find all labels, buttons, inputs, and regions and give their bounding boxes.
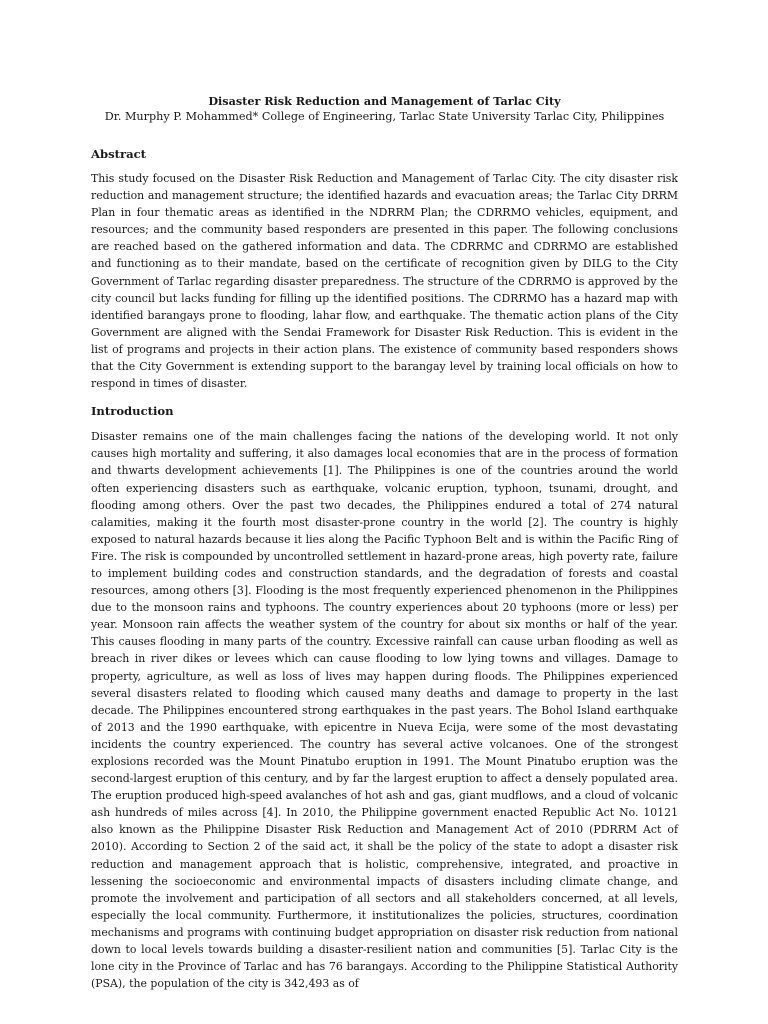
author-affiliation: Dr. Murphy P. Mohammed* College of Engineering, Tarlac State University Tarlac City, Philippines	[104, 110, 665, 123]
paper-page	[91, 94, 678, 992]
abstract-paragraph: This study focused on the Disaster Risk Reduction and Management of Tarlac City. The city disaster risk reduction and management structure; the identified hazards and evacuation areas; the Tarlac City DRRM Plan in four thematic areas as identified in the NDRRM Plan; the CDRRMO vehicles, equipment, and resources; and the community based responders are presented in this paper. The following conclusions are reached based on the gathered information and data. The CDRRMC and CDRRMO are established and functioning as to their mandate, based on the certificate of recognition given by DILG to the City Government of Tarlac regarding disaster preparedness. The structure of the CDRRMO is approved by the city council but lacks funding for filling up the identified positions. The CDRRMO has a hazard map with identified barangays prone to flooding, lahar flow, and earthquake. The thematic action plans of the City Government are aligned with the Sendai Framework for Disaster Risk Reduction. This is evident in the list of programs and projects in their action plans. The existence of community based responders shows that the City Government is extending support to the barangay level by training local officials on how to respond in times of disaster.	[91, 172, 678, 391]
introduction-heading: Introduction	[91, 404, 174, 419]
paper-title: Disaster Risk Reduction and Management of Tarlac City	[208, 94, 561, 108]
introduction-paragraph: Disaster remains one of the main challenges facing the nations of the developing world. It not only causes high mortality and suffering, it also damages local economies that are in the process of formation and thwarts development achievements [1]. The Philippines is one of the countries around the world often experiencing disasters such as earthquake, volcanic eruption, typhoon, tsunami, drought, and flooding among others. Over the past two decades, the Philippines endured a total of 274 natural calamities, making it the fourth most disaster-prone country in the world [2]. The country is highly exposed to natural hazards because it lies along the Pacific Typhoon Belt and is within the Pacific Ring of Fire. The risk is compounded by uncontrolled settlement in hazard-prone areas, high poverty rate, failure to implement building codes and construction standards, and the degradation of forests and coastal resources, among others [3]. Flooding is the most frequently experienced phenomenon in the Philippines due to the monsoon rains and typhoons. The country experiences about 20 typhoons (more or less) per year. Monsoon rain affects the weather system of the country for about six months or half of the year. This causes flooding in many parts of the country. Excessive rainfall can cause urban flooding as well as breach in river dikes or levees which can cause flooding to low lying towns and villages. Damage to property, agriculture, as well as loss of lives may happen during floods. The Philippines experienced several disasters related to flooding which caused many deaths and damage to property in the last decade. The Philippines encountered strong earthquakes in the past years. The Bohol Island earthquake of 2013 and the 1990 earthquake, with epicentre in Nueva Ecija, were some of the most devastating incidents the country experienced. The country has several active volcanoes. One of the strongest explosions recorded was the Mount Pinatubo eruption in 1991. The Mount Pinatubo eruption was the second-largest eruption of this century, and by far the largest eruption to affect a densely populated area. The eruption produced high-speed avalanches of hot ash and gas, giant mudflows, and a cloud of volcanic ash hundreds of miles across [4]. In 2010, the Philippine government enacted Republic Act No. 10121 also known as the Philippine Disaster Risk Reduction and Management Act of 2010 (PDRRM Act of 2010). According to Section 2 of the said act, it shall be the policy of the state to adopt a disaster risk reduction and management approach that is holistic, comprehensive, integrated, and proactive in lessening the socioeconomic and environmental impacts of disasters including climate change, and promote the involvement and participation of all sectors and all stakeholders concerned, at all levels, especially the local community. Furthermore, it institutionalizes the policies, structures, coordination mechanisms and programs with continuing budget appropriation on disaster risk reduction from national down to local levels towards building a disaster-resilient nation and communities [5]. Tarlac City is the lone city in the Province of Tarlac and has 76 barangays. According to the Philippine Statistical Authority (PSA), the population of the city is 342,493 as of	[91, 430, 678, 991]
abstract-heading: Abstract	[91, 147, 147, 161]
